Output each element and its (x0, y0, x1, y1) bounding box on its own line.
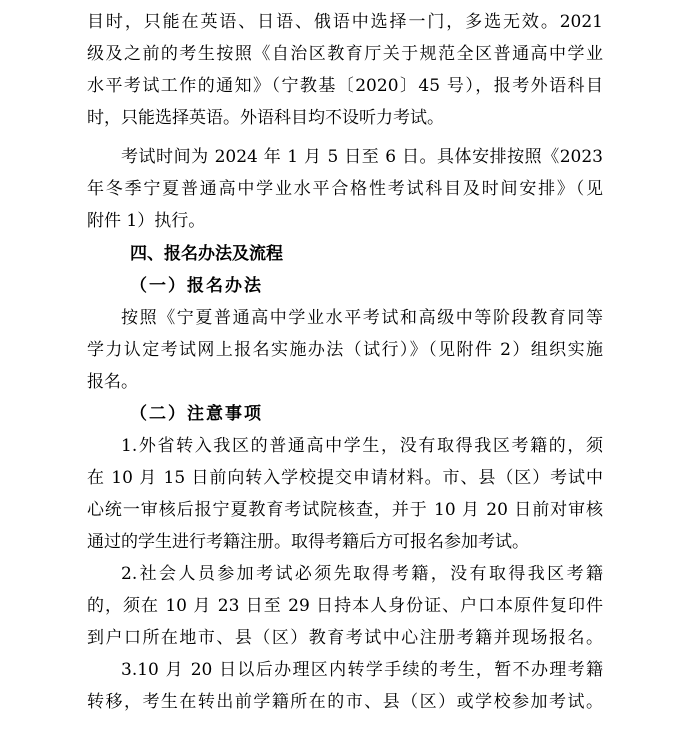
text-line: 年冬季宁夏普通高中学业水平合格性考试科目及时间安排》（见 (87, 179, 603, 199)
text-line: 通过的学生进行考籍注册。取得考籍后方可报名参加考试。 (87, 532, 529, 552)
text-line: 水平考试工作的通知》（宁教基〔2020〕45 号），报考外语科目 (87, 76, 603, 96)
text-line: 报名。 (87, 372, 138, 392)
section-heading: 四、报名办法及流程 (130, 244, 283, 264)
text-line: 2.社会人员参加考试必须先取得考籍，没有取得我区考籍 (121, 564, 603, 584)
text-line: 3.10 月 20 日以后办理区内转学手续的考生，暂不办理考籍 (121, 660, 603, 680)
subsection-heading: （二）注意事项 (130, 404, 263, 424)
text-line: 考试时间为 2024 年 1 月 5 日至 6 日。具体安排按照《2023 (121, 147, 603, 167)
text-line: 按照《宁夏普通高中学业水平考试和高级中等阶段教育同等 (121, 308, 603, 328)
text-line: 级及之前的考生按照《自治区教育厅关于规范全区普通高中学业 (87, 44, 603, 64)
subsection-heading: （一）报名办法 (130, 276, 263, 296)
text-line: 目时，只能在英语、日语、俄语中选择一门，多选无效。2021 (87, 12, 603, 32)
text-line: 心统一审核后报宁夏教育考试院核查，并于 10 月 20 日前对审核 (87, 500, 603, 520)
text-line: 的，须在 10 月 23 日至 29 日持本人身份证、户口本原件复印件 (87, 596, 603, 616)
text-line: 学力认定考试网上报名实施办法（试行）》（见附件 2）组织实施 (87, 340, 603, 360)
text-line: 1.外省转入我区的普通高中学生，没有取得我区考籍的，须 (121, 436, 603, 456)
text-line: 时，只能选择英语。外语科目均不设听力考试。 (87, 108, 444, 128)
text-line: 在 10 月 15 日前向转入学校提交申请材料。市、县（区）考试中 (87, 468, 603, 488)
text-line: 转移，考生在转出前学籍所在的市、县（区）或学校参加考试。 (87, 692, 603, 712)
text-line: 到户口所在地市、县（区）教育考试中心注册考籍并现场报名。 (87, 628, 603, 648)
text-line: 附件 1）执行。 (87, 211, 206, 231)
